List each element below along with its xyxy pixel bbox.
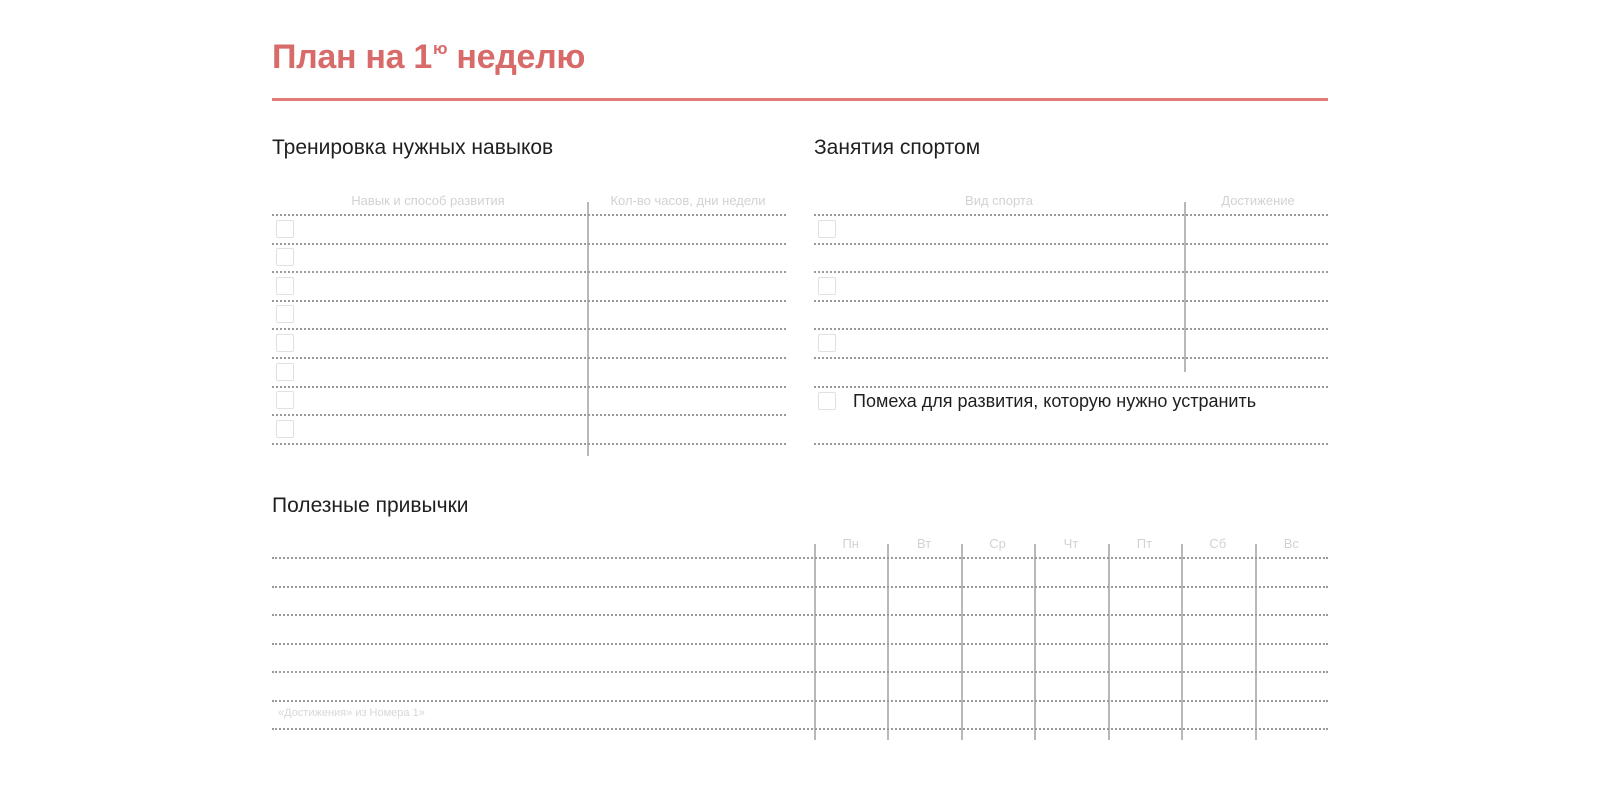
skills-row-checkbox[interactable]	[276, 363, 294, 381]
skills-row-line[interactable]	[272, 328, 786, 330]
habit-day-label: Чт	[1063, 536, 1079, 551]
habit-day-label: Ср	[989, 536, 1006, 551]
habit-row-line[interactable]	[272, 671, 1328, 673]
sport-row-checkbox[interactable]	[818, 334, 836, 352]
skills-row-line[interactable]	[272, 357, 786, 359]
habits-section-title: Полезные привычки	[272, 494, 469, 517]
skills-row-line[interactable]	[272, 386, 786, 388]
habits-footnote: «Достижения» из Номера 1»	[278, 707, 425, 719]
skills-row-checkbox[interactable]	[276, 305, 294, 323]
skills-section-title: Тренировка нужных навыков	[272, 136, 554, 159]
page-title	[272, 38, 585, 77]
skills-header-line	[272, 214, 786, 216]
habit-row-line[interactable]	[272, 586, 1328, 588]
sport-row-line[interactable]	[814, 271, 1328, 273]
habit-day-label: Вс	[1283, 536, 1299, 551]
skills-row-checkbox[interactable]	[276, 420, 294, 438]
skills-column-header-skill: Навык и способ развития	[351, 193, 505, 208]
habit-row-line[interactable]	[272, 614, 1328, 616]
skills-row-line[interactable]	[272, 414, 786, 416]
title-divider	[272, 98, 1328, 101]
sport-row-checkbox[interactable]	[818, 220, 836, 238]
habit-row-line[interactable]	[272, 643, 1328, 645]
habit-row-line[interactable]	[272, 728, 1328, 730]
sport-section-title: Занятия спортом	[814, 136, 981, 159]
sport-column-header-type: Вид спорта	[965, 193, 1033, 208]
habit-day-label: Сб	[1209, 536, 1227, 551]
skills-row-checkbox[interactable]	[276, 220, 294, 238]
skills-row-line[interactable]	[272, 243, 786, 245]
sport-column-header-achievement: Достижение	[1221, 193, 1295, 208]
habit-day-label: Пн	[842, 536, 859, 551]
habit-row-line[interactable]	[272, 700, 1328, 702]
sport-row-line[interactable]	[814, 357, 1328, 359]
skills-row-line[interactable]	[272, 443, 786, 445]
page-title-ordinal: ю	[433, 38, 448, 58]
sport-row-line[interactable]	[814, 300, 1328, 302]
obstacle-checkbox[interactable]	[818, 392, 836, 410]
sport-row-line[interactable]	[814, 328, 1328, 330]
skills-row-line[interactable]	[272, 271, 786, 273]
sport-row-line[interactable]	[814, 243, 1328, 245]
skills-row-checkbox[interactable]	[276, 277, 294, 295]
skills-row-checkbox[interactable]	[276, 334, 294, 352]
skills-row-line[interactable]	[272, 300, 786, 302]
page-title-rest: неделю	[447, 38, 586, 76]
sport-row-line[interactable]	[814, 386, 1328, 388]
skills-column-header-hours: Кол-во часов, дни недели	[610, 193, 766, 208]
habit-row-line[interactable]	[272, 557, 1328, 559]
obstacle-line[interactable]	[814, 443, 1328, 445]
sport-column-divider	[1184, 202, 1186, 372]
page-title-main: План на 1	[272, 38, 433, 76]
obstacle-label: Помеха для развития, которую нужно устранить	[853, 391, 1257, 411]
skills-row-checkbox[interactable]	[276, 248, 294, 266]
habit-day-label: Вт	[917, 536, 932, 551]
sport-row-checkbox[interactable]	[818, 277, 836, 295]
skills-row-checkbox[interactable]	[276, 391, 294, 409]
sport-header-line	[814, 214, 1328, 216]
habit-day-label: Пт	[1136, 536, 1153, 551]
